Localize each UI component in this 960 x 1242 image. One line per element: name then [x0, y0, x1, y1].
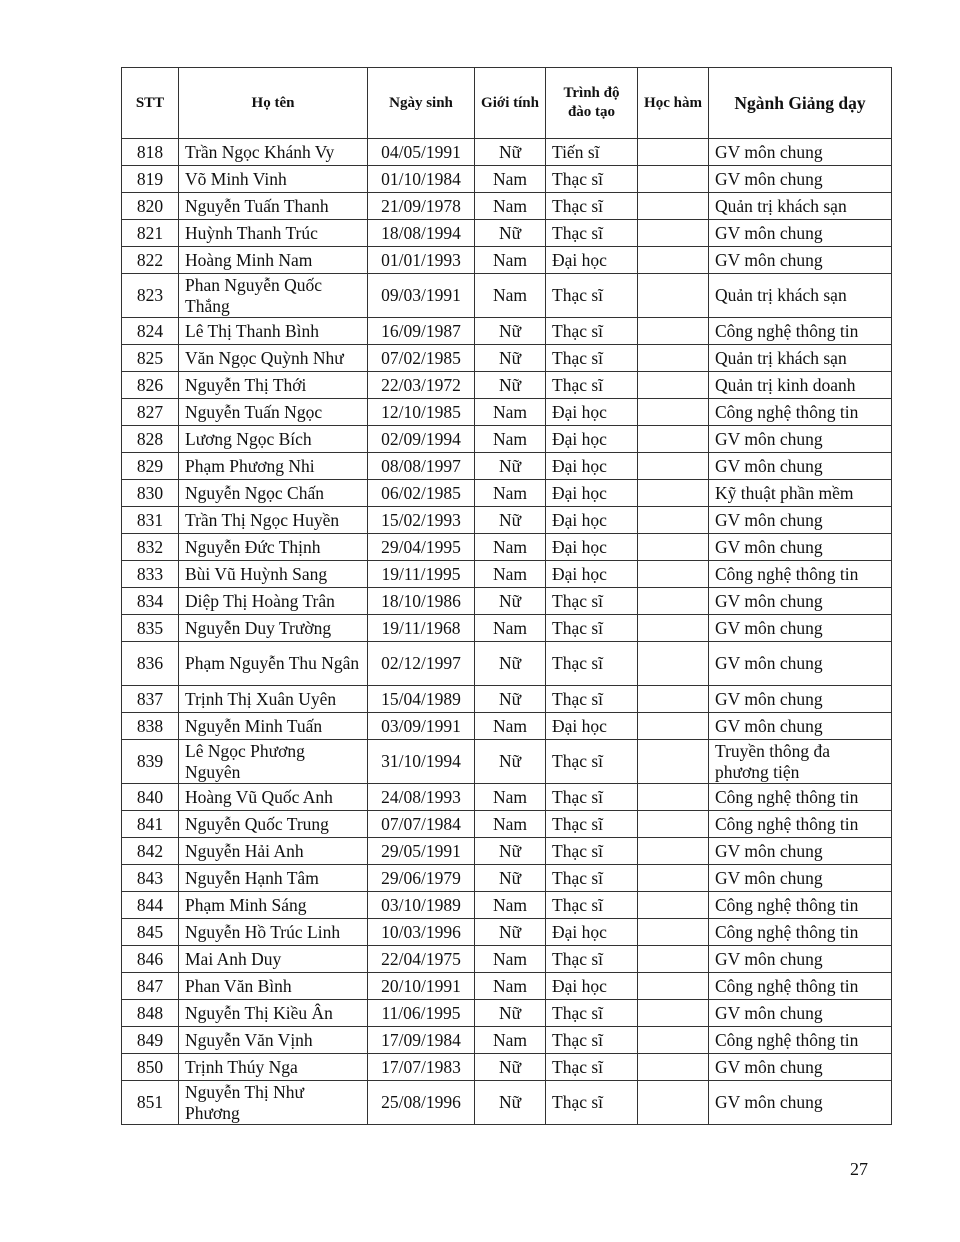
- cell-gender: Nam: [475, 973, 546, 1000]
- cell-degree: Đại học: [546, 247, 638, 274]
- cell-stt: 825: [122, 345, 179, 372]
- cell-name: Lương Ngọc Bích: [179, 426, 368, 453]
- table-row: [122, 345, 892, 372]
- header-dob: Ngày sinh: [368, 68, 475, 139]
- cell-name: Nguyễn Tuấn Ngọc: [179, 399, 368, 426]
- cell-dob: 01/01/1993: [368, 247, 475, 274]
- cell-gender: Nữ: [475, 838, 546, 865]
- cell-name: Phan Văn Bình: [179, 973, 368, 1000]
- cell-major: GV môn chung: [709, 166, 892, 193]
- cell-stt: 850: [122, 1054, 179, 1081]
- cell-stt: 835: [122, 615, 179, 642]
- cell-dob: 03/09/1991: [368, 713, 475, 740]
- header-degree: Trình độ đào tạo: [546, 68, 638, 139]
- cell-dob: 10/03/1996: [368, 919, 475, 946]
- cell-major: GV môn chung: [709, 426, 892, 453]
- cell-major: Quản trị kinh doanh: [709, 372, 892, 399]
- cell-dob: 02/12/1997: [368, 642, 475, 686]
- cell-major: Quản trị khách sạn: [709, 345, 892, 372]
- table-header-row: [122, 68, 892, 139]
- cell-stt: 833: [122, 561, 179, 588]
- cell-title: [638, 615, 709, 642]
- cell-name: Trần Ngọc Khánh Vy: [179, 139, 368, 166]
- cell-major: Quản trị khách sạn: [709, 193, 892, 220]
- cell-dob: 07/07/1984: [368, 811, 475, 838]
- table-row: [122, 838, 892, 865]
- cell-major: GV môn chung: [709, 642, 892, 686]
- cell-degree: Thạc sĩ: [546, 740, 638, 784]
- cell-name: Trịnh Thị Xuân Uyên: [179, 686, 368, 713]
- table-row: [122, 534, 892, 561]
- cell-gender: Nam: [475, 399, 546, 426]
- cell-gender: Nam: [475, 247, 546, 274]
- cell-major: Công nghệ thông tin: [709, 784, 892, 811]
- table-row: [122, 399, 892, 426]
- cell-name: Trần Thị Ngọc Huyền: [179, 507, 368, 534]
- table-row: [122, 247, 892, 274]
- cell-dob: 29/06/1979: [368, 865, 475, 892]
- cell-degree: Thạc sĩ: [546, 892, 638, 919]
- cell-title: [638, 1027, 709, 1054]
- cell-dob: 02/09/1994: [368, 426, 475, 453]
- cell-degree: Thạc sĩ: [546, 1081, 638, 1125]
- cell-dob: 18/08/1994: [368, 220, 475, 247]
- cell-degree: Thạc sĩ: [546, 318, 638, 345]
- cell-major: Truyền thông đa phương tiện: [709, 740, 892, 784]
- cell-dob: 17/09/1984: [368, 1027, 475, 1054]
- table-row: [122, 193, 892, 220]
- table-row: [122, 561, 892, 588]
- cell-major: Công nghệ thông tin: [709, 318, 892, 345]
- cell-major: GV môn chung: [709, 588, 892, 615]
- cell-title: [638, 686, 709, 713]
- cell-name: Mai Anh Duy: [179, 946, 368, 973]
- cell-stt: 818: [122, 139, 179, 166]
- cell-gender: Nam: [475, 480, 546, 507]
- cell-dob: 06/02/1985: [368, 480, 475, 507]
- cell-degree: Tiến sĩ: [546, 139, 638, 166]
- table-row: [122, 318, 892, 345]
- cell-stt: 851: [122, 1081, 179, 1125]
- cell-stt: 839: [122, 740, 179, 784]
- cell-dob: 17/07/1983: [368, 1054, 475, 1081]
- cell-name: Trịnh Thúy Nga: [179, 1054, 368, 1081]
- cell-title: [638, 892, 709, 919]
- cell-dob: 12/10/1985: [368, 399, 475, 426]
- cell-degree: Đại học: [546, 507, 638, 534]
- cell-major: GV môn chung: [709, 865, 892, 892]
- cell-degree: Thạc sĩ: [546, 1054, 638, 1081]
- cell-major: Công nghệ thông tin: [709, 1027, 892, 1054]
- table-row: [122, 1000, 892, 1027]
- table-body: [122, 139, 892, 1125]
- cell-major: Quản trị khách sạn: [709, 274, 892, 318]
- cell-dob: 15/02/1993: [368, 507, 475, 534]
- cell-dob: 25/08/1996: [368, 1081, 475, 1125]
- cell-gender: Nữ: [475, 372, 546, 399]
- cell-title: [638, 946, 709, 973]
- cell-name: Diệp Thị Hoàng Trân: [179, 588, 368, 615]
- cell-major: GV môn chung: [709, 686, 892, 713]
- cell-dob: 16/09/1987: [368, 318, 475, 345]
- cell-major: Công nghệ thông tin: [709, 561, 892, 588]
- cell-major: GV môn chung: [709, 838, 892, 865]
- cell-major: GV môn chung: [709, 1081, 892, 1125]
- cell-gender: Nam: [475, 811, 546, 838]
- cell-name: Nguyễn Tuấn Thanh: [179, 193, 368, 220]
- cell-stt: 849: [122, 1027, 179, 1054]
- cell-degree: Thạc sĩ: [546, 838, 638, 865]
- cell-major: Công nghệ thông tin: [709, 399, 892, 426]
- cell-stt: 822: [122, 247, 179, 274]
- cell-degree: Đại học: [546, 713, 638, 740]
- cell-major: GV môn chung: [709, 247, 892, 274]
- cell-gender: Nam: [475, 166, 546, 193]
- cell-title: [638, 642, 709, 686]
- cell-gender: Nam: [475, 615, 546, 642]
- cell-major: GV môn chung: [709, 713, 892, 740]
- cell-degree: Thạc sĩ: [546, 274, 638, 318]
- header-gender: Giới tính: [475, 68, 546, 139]
- table-row: [122, 919, 892, 946]
- cell-gender: Nữ: [475, 453, 546, 480]
- header-major: Ngành Giảng dạy: [709, 68, 892, 139]
- header-title: Học hàm: [638, 68, 709, 139]
- cell-name: Hoàng Vũ Quốc Anh: [179, 784, 368, 811]
- cell-degree: Đại học: [546, 973, 638, 1000]
- cell-name: Phạm Minh Sáng: [179, 892, 368, 919]
- cell-title: [638, 220, 709, 247]
- cell-name: Bùi Vũ Huỳnh Sang: [179, 561, 368, 588]
- table-row: [122, 480, 892, 507]
- cell-gender: Nam: [475, 274, 546, 318]
- cell-title: [638, 588, 709, 615]
- cell-dob: 24/08/1993: [368, 784, 475, 811]
- cell-degree: Thạc sĩ: [546, 811, 638, 838]
- cell-major: GV môn chung: [709, 1054, 892, 1081]
- cell-title: [638, 973, 709, 1000]
- cell-gender: Nữ: [475, 318, 546, 345]
- cell-stt: 842: [122, 838, 179, 865]
- header-name: Họ tên: [179, 68, 368, 139]
- cell-title: [638, 713, 709, 740]
- cell-title: [638, 426, 709, 453]
- cell-title: [638, 1081, 709, 1125]
- cell-dob: 15/04/1989: [368, 686, 475, 713]
- cell-name: Văn Ngọc Quỳnh Như: [179, 345, 368, 372]
- cell-stt: 830: [122, 480, 179, 507]
- cell-major: GV môn chung: [709, 139, 892, 166]
- cell-degree: Đại học: [546, 399, 638, 426]
- cell-name: Nguyễn Minh Tuấn: [179, 713, 368, 740]
- cell-title: [638, 561, 709, 588]
- cell-degree: Đại học: [546, 534, 638, 561]
- table-row: [122, 784, 892, 811]
- table-row: [122, 686, 892, 713]
- cell-degree: Thạc sĩ: [546, 784, 638, 811]
- cell-dob: 09/03/1991: [368, 274, 475, 318]
- cell-stt: 843: [122, 865, 179, 892]
- cell-stt: 823: [122, 274, 179, 318]
- cell-major: GV môn chung: [709, 507, 892, 534]
- cell-major: Kỹ thuật phần mềm: [709, 480, 892, 507]
- cell-stt: 819: [122, 166, 179, 193]
- cell-name: Nguyễn Hồ Trúc Linh: [179, 919, 368, 946]
- cell-name: Lê Ngọc Phương Nguyên: [179, 740, 368, 784]
- cell-major: Công nghệ thông tin: [709, 892, 892, 919]
- cell-major: GV môn chung: [709, 946, 892, 973]
- cell-major: Công nghệ thông tin: [709, 919, 892, 946]
- cell-title: [638, 507, 709, 534]
- cell-name: Nguyễn Hải Anh: [179, 838, 368, 865]
- cell-gender: Nam: [475, 561, 546, 588]
- cell-name: Nguyễn Văn Vịnh: [179, 1027, 368, 1054]
- cell-degree: Thạc sĩ: [546, 345, 638, 372]
- cell-dob: 22/04/1975: [368, 946, 475, 973]
- cell-title: [638, 1054, 709, 1081]
- cell-title: [638, 318, 709, 345]
- cell-gender: Nữ: [475, 686, 546, 713]
- cell-name: Võ Minh Vinh: [179, 166, 368, 193]
- cell-dob: 31/10/1994: [368, 740, 475, 784]
- table-row: [122, 372, 892, 399]
- cell-title: [638, 534, 709, 561]
- cell-gender: Nữ: [475, 642, 546, 686]
- cell-degree: Đại học: [546, 919, 638, 946]
- cell-name: Nguyễn Ngọc Chấn: [179, 480, 368, 507]
- cell-gender: Nữ: [475, 1081, 546, 1125]
- table-row: [122, 865, 892, 892]
- cell-stt: 836: [122, 642, 179, 686]
- cell-name: Hoàng Minh Nam: [179, 247, 368, 274]
- cell-dob: 29/04/1995: [368, 534, 475, 561]
- cell-name: Phan Nguyễn Quốc Thắng: [179, 274, 368, 318]
- cell-gender: Nam: [475, 534, 546, 561]
- cell-gender: Nữ: [475, 1000, 546, 1027]
- cell-stt: 829: [122, 453, 179, 480]
- cell-degree: Thạc sĩ: [546, 372, 638, 399]
- cell-gender: Nam: [475, 1027, 546, 1054]
- cell-gender: Nữ: [475, 919, 546, 946]
- cell-degree: Thạc sĩ: [546, 686, 638, 713]
- cell-degree: Thạc sĩ: [546, 220, 638, 247]
- cell-title: [638, 193, 709, 220]
- cell-dob: 01/10/1984: [368, 166, 475, 193]
- cell-title: [638, 1000, 709, 1027]
- cell-title: [638, 453, 709, 480]
- table-row: [122, 713, 892, 740]
- cell-gender: Nữ: [475, 220, 546, 247]
- table-row: [122, 811, 892, 838]
- cell-stt: 831: [122, 507, 179, 534]
- cell-title: [638, 139, 709, 166]
- cell-title: [638, 811, 709, 838]
- cell-gender: Nữ: [475, 507, 546, 534]
- cell-gender: Nam: [475, 426, 546, 453]
- cell-dob: 22/03/1972: [368, 372, 475, 399]
- cell-dob: 08/08/1997: [368, 453, 475, 480]
- cell-gender: Nữ: [475, 740, 546, 784]
- cell-degree: Thạc sĩ: [546, 588, 638, 615]
- cell-degree: Đại học: [546, 480, 638, 507]
- cell-gender: Nữ: [475, 865, 546, 892]
- cell-dob: 29/05/1991: [368, 838, 475, 865]
- cell-major: Công nghệ thông tin: [709, 811, 892, 838]
- table-row: [122, 973, 892, 1000]
- table-row: [122, 642, 892, 686]
- table-row: [122, 588, 892, 615]
- cell-gender: Nữ: [475, 139, 546, 166]
- cell-title: [638, 345, 709, 372]
- cell-gender: Nam: [475, 784, 546, 811]
- cell-degree: Thạc sĩ: [546, 946, 638, 973]
- cell-degree: Thạc sĩ: [546, 1000, 638, 1027]
- cell-major: GV môn chung: [709, 1000, 892, 1027]
- header-stt: STT: [122, 68, 179, 139]
- table-row: [122, 740, 892, 784]
- cell-gender: Nữ: [475, 1054, 546, 1081]
- cell-degree: Thạc sĩ: [546, 615, 638, 642]
- cell-major: GV môn chung: [709, 615, 892, 642]
- cell-gender: Nữ: [475, 588, 546, 615]
- cell-degree: Thạc sĩ: [546, 642, 638, 686]
- cell-stt: 824: [122, 318, 179, 345]
- cell-name: Phạm Nguyễn Thu Ngân: [179, 642, 368, 686]
- cell-major: Công nghệ thông tin: [709, 973, 892, 1000]
- cell-dob: 19/11/1968: [368, 615, 475, 642]
- cell-dob: 03/10/1989: [368, 892, 475, 919]
- cell-stt: 826: [122, 372, 179, 399]
- cell-stt: 837: [122, 686, 179, 713]
- cell-stt: 827: [122, 399, 179, 426]
- table-row: [122, 1054, 892, 1081]
- cell-title: [638, 740, 709, 784]
- cell-degree: Đại học: [546, 426, 638, 453]
- table-row: [122, 1081, 892, 1125]
- cell-title: [638, 274, 709, 318]
- cell-name: Nguyễn Duy Trường: [179, 615, 368, 642]
- cell-stt: 848: [122, 1000, 179, 1027]
- cell-gender: Nữ: [475, 345, 546, 372]
- cell-stt: 838: [122, 713, 179, 740]
- cell-stt: 840: [122, 784, 179, 811]
- cell-gender: Nam: [475, 713, 546, 740]
- cell-dob: 18/10/1986: [368, 588, 475, 615]
- cell-name: Nguyễn Đức Thịnh: [179, 534, 368, 561]
- cell-major: GV môn chung: [709, 453, 892, 480]
- cell-dob: 07/02/1985: [368, 345, 475, 372]
- cell-stt: 846: [122, 946, 179, 973]
- cell-dob: 20/10/1991: [368, 973, 475, 1000]
- cell-stt: 832: [122, 534, 179, 561]
- table-row: [122, 274, 892, 318]
- table-row: [122, 426, 892, 453]
- table-row: [122, 615, 892, 642]
- cell-stt: 841: [122, 811, 179, 838]
- cell-title: [638, 399, 709, 426]
- cell-title: [638, 838, 709, 865]
- cell-gender: Nam: [475, 193, 546, 220]
- table-row: [122, 139, 892, 166]
- cell-title: [638, 865, 709, 892]
- cell-name: Lê Thị Thanh Bình: [179, 318, 368, 345]
- cell-degree: Đại học: [546, 561, 638, 588]
- cell-gender: Nam: [475, 946, 546, 973]
- cell-title: [638, 784, 709, 811]
- cell-name: Phạm Phương Nhi: [179, 453, 368, 480]
- cell-dob: 11/06/1995: [368, 1000, 475, 1027]
- table-row: [122, 166, 892, 193]
- table-row: [122, 507, 892, 534]
- cell-stt: 844: [122, 892, 179, 919]
- cell-title: [638, 247, 709, 274]
- cell-name: Nguyễn Thị Như Phương: [179, 1081, 368, 1125]
- cell-stt: 845: [122, 919, 179, 946]
- table-row: [122, 946, 892, 973]
- cell-degree: Thạc sĩ: [546, 166, 638, 193]
- cell-major: GV môn chung: [709, 534, 892, 561]
- cell-title: [638, 480, 709, 507]
- cell-name: Nguyễn Quốc Trung: [179, 811, 368, 838]
- cell-name: Huỳnh Thanh Trúc: [179, 220, 368, 247]
- cell-stt: 828: [122, 426, 179, 453]
- cell-dob: 04/05/1991: [368, 139, 475, 166]
- cell-degree: Đại học: [546, 453, 638, 480]
- cell-stt: 847: [122, 973, 179, 1000]
- cell-dob: 21/09/1978: [368, 193, 475, 220]
- cell-name: Nguyễn Thị Kiều Ân: [179, 1000, 368, 1027]
- cell-degree: Thạc sĩ: [546, 865, 638, 892]
- table-row: [122, 220, 892, 247]
- cell-name: Nguyễn Hạnh Tâm: [179, 865, 368, 892]
- cell-major: GV môn chung: [709, 220, 892, 247]
- cell-name: Nguyễn Thị Thới: [179, 372, 368, 399]
- cell-title: [638, 166, 709, 193]
- cell-title: [638, 919, 709, 946]
- cell-degree: Thạc sĩ: [546, 193, 638, 220]
- cell-gender: Nam: [475, 892, 546, 919]
- page-number: 27: [850, 1159, 868, 1179]
- cell-stt: 834: [122, 588, 179, 615]
- table-row: [122, 892, 892, 919]
- cell-stt: 820: [122, 193, 179, 220]
- cell-degree: Thạc sĩ: [546, 1027, 638, 1054]
- table-row: [122, 453, 892, 480]
- cell-dob: 19/11/1995: [368, 561, 475, 588]
- cell-title: [638, 372, 709, 399]
- cell-stt: 821: [122, 220, 179, 247]
- table-row: [122, 1027, 892, 1054]
- staff-table: [121, 67, 892, 1125]
